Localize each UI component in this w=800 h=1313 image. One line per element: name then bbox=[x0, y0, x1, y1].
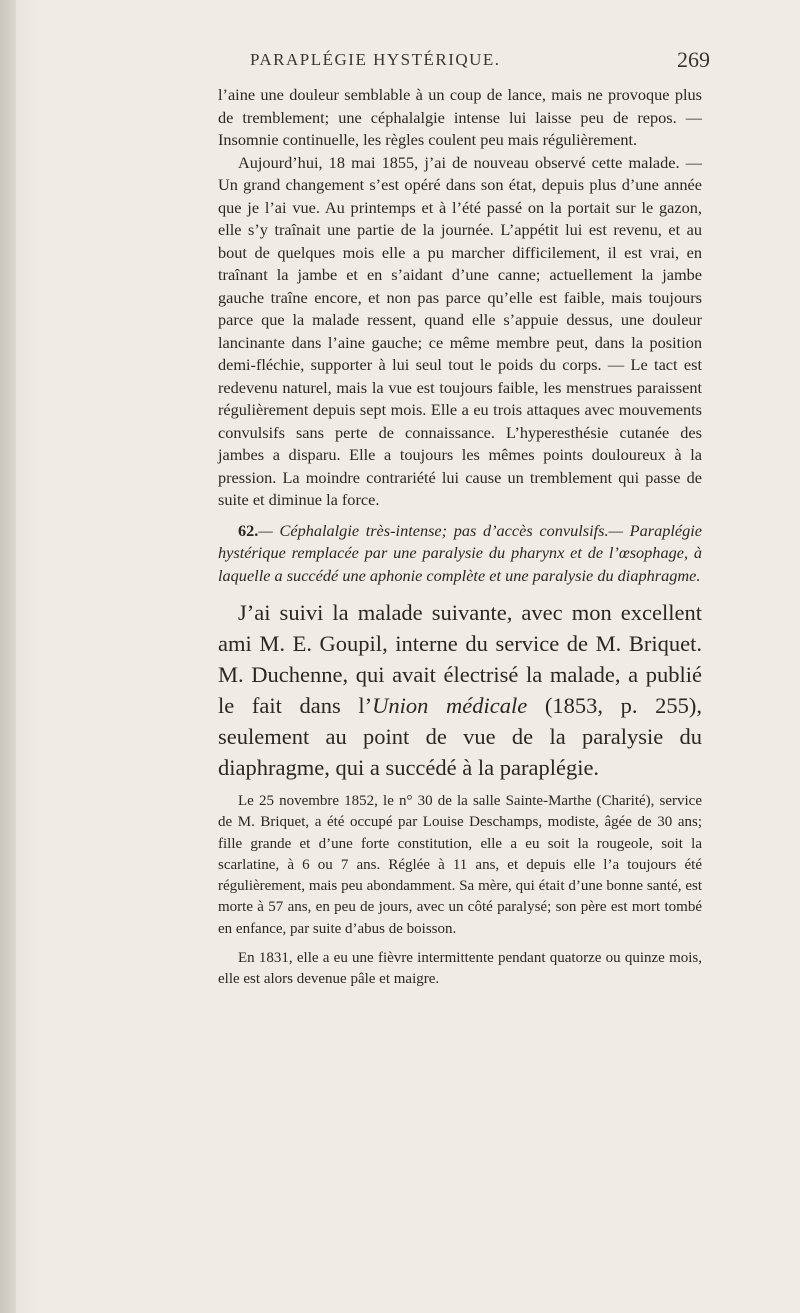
paragraph-4: Le 25 novembre 1852, le n° 30 de la salle Sainte-Marthe (Charité), service de M. Briquet, a été occupé par Louise Deschamps, modiste, âgée de 30 ans; fille grande et d’une forte constitution, elle a eu soit la rougeole, soit la scarlatine, à 6 ou 7 ans. Réglée à 11 ans, et depuis elle l’a toujours été régulièrement, mais peu abondamment. Sa mère, qui était d’une bonne santé, est morte à 57 ans, en peu de jours, avec un côté paralysé; son père est mort tombé en enfance, par suite d’abus de boisson. bbox=[218, 793, 702, 937]
paragraph-2: Aujourd’hui, 18 mai 1855, j’ai de nouveau observé cette malade. — Un grand changement s’est opéré dans son état, depuis plus d’une année que je l’ai vue. Au printemps et à l’été passé on la portait sur le gazon, elle s’y traînait une partie de la journée. L’appétit lui est revenu, et au bout de quelques mois elle a pu marcher difficilement, il est vrai, en traînant la jambe et en s’aidant d’une canne; actuellement la jambe gauche traîne encore, et non pas parce qu’elle est faible, mais toujours parce que la malade ressent, quand elle s’appuie dessus, une douleur lancinante dans l’aine gauche; ce même membre peut, dans la position demi-fléchie, supporter à lui seul tout le poids du corps. — Le tact est redevenu naturel, mais la vue est toujours faible, les menstrues paraissent régulièrement depuis sept mois. Elle a eu trois attaques avec mouvements convulsifs sans perte de connaissance. L’hyperesthésie cutanée des jambes a disparu. Elle a toujours les mêmes points douloureux à la pression. La moindre contrariété lui cause un tremblement qui passe de suite et diminue la force. bbox=[218, 152, 702, 509]
journal-title: Union médicale bbox=[372, 693, 528, 718]
case-heading-text: — Céphalalgie très-intense; pas d’accès convulsifs.— Paraplégie hystérique remplacée par une paralysie du pharynx et de l’œsophage, à laquelle a succédé une aphonie complète et une paralysie du diaphragme. bbox=[218, 520, 702, 585]
paragraph-5: En 1831, elle a eu une fièvre intermittente pendant quatorze ou quinze mois, elle est alors devenue pâle et maigre. bbox=[218, 950, 702, 988]
book-spine-shadow bbox=[0, 0, 16, 1313]
paragraph-3-after: (1853, p. 255), seulement au point de vue de la paralysie du diaphragme, qui a succédé à la paraplégie. bbox=[218, 693, 702, 780]
paragraph-1: l’aine une douleur semblable à un coup de lance, mais ne provoque plus de tremblement; une céphalalgie intense lui laisse peu de repos. — Insomnie continuelle, les règles coulent peu mais régulièrement. bbox=[218, 85, 702, 149]
page-header bbox=[250, 47, 710, 80]
paragraph-3-before: J’ai suivi la malade suivante, avec mon excellent ami M. E. Goupil, interne du service de M. Briquet. M. Duchenne, qui avait électrisé la malade, a publié le fait dans l’ bbox=[218, 600, 702, 718]
running-title: PARAPLÉGIE HYSTÉRIQUE. bbox=[250, 50, 501, 69]
case-number: 62. bbox=[238, 520, 259, 540]
paragraph-3 bbox=[218, 597, 702, 783]
case-heading bbox=[218, 520, 702, 588]
page-number: 269 bbox=[677, 47, 710, 72]
page-body bbox=[218, 84, 702, 991]
